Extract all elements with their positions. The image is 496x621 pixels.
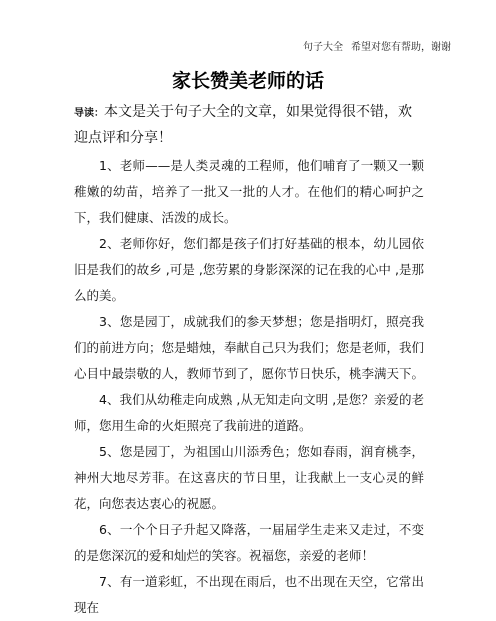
intro-text: 本文是关于句子大全的文章，如果觉得很不错，欢迎点评和分享！ <box>74 104 412 146</box>
paragraph-6: 6、一个个日子升起又降落，一届届学生走来又走过，不变的是您深沉的爱和灿烂的笑容。祝福您，亲爱的老师！ <box>74 522 424 563</box>
article-body <box>74 100 424 621</box>
header-slogan: 希望对您有帮助，谢谢 <box>351 42 451 53</box>
paragraph-3: 3、您是园丁，成就我们的参天梦想；您是指明灯，照亮我们的前进方向；您是蜡烛，奉献自己只为我们；您是老师，我们心目中最崇敬的人，教师节到了，愿你节日快乐，桃李满天下。 <box>74 314 425 381</box>
paragraph-2: 2、老师你好，您们都是孩子们打好基础的根本，幼儿园依旧是我们的故乡 ,可是 ,您劳累的身影深深的记在我的心中 ,是那么的美。 <box>74 236 424 303</box>
article-intro <box>74 100 424 151</box>
paragraph-4: 4、我们从幼稚走向成熟 ,从无知走向文明 ,是您？亲爱的老师，您用生命的火炬照亮了我前进的道路。 <box>74 392 424 433</box>
header-site-name: 句子大全 <box>303 42 343 53</box>
paragraph-7: 7、有一道彩虹，不出现在雨后，也不出现在天空，它常出现在 <box>74 574 424 615</box>
page-title: 家长赞美老师的话 <box>171 70 324 92</box>
paragraph-5: 5、您是园丁，为祖国山川添秀色；您如春雨，润育桃李，神州大地尽芳菲。在这喜庆的节日里，让我献上一支心灵的鲜花，向您表达衷心的祝愿。 <box>74 444 424 511</box>
paragraph-1: 1、老师——是人类灵魂的工程师，他们哺育了一颗又一颗稚嫩的幼苗，培养了一批又一批的人才。在他们的精心呵护之下，我们健康、活泼的成长。 <box>74 158 424 225</box>
page-header <box>0 38 451 53</box>
intro-label: 导读： <box>74 108 104 119</box>
